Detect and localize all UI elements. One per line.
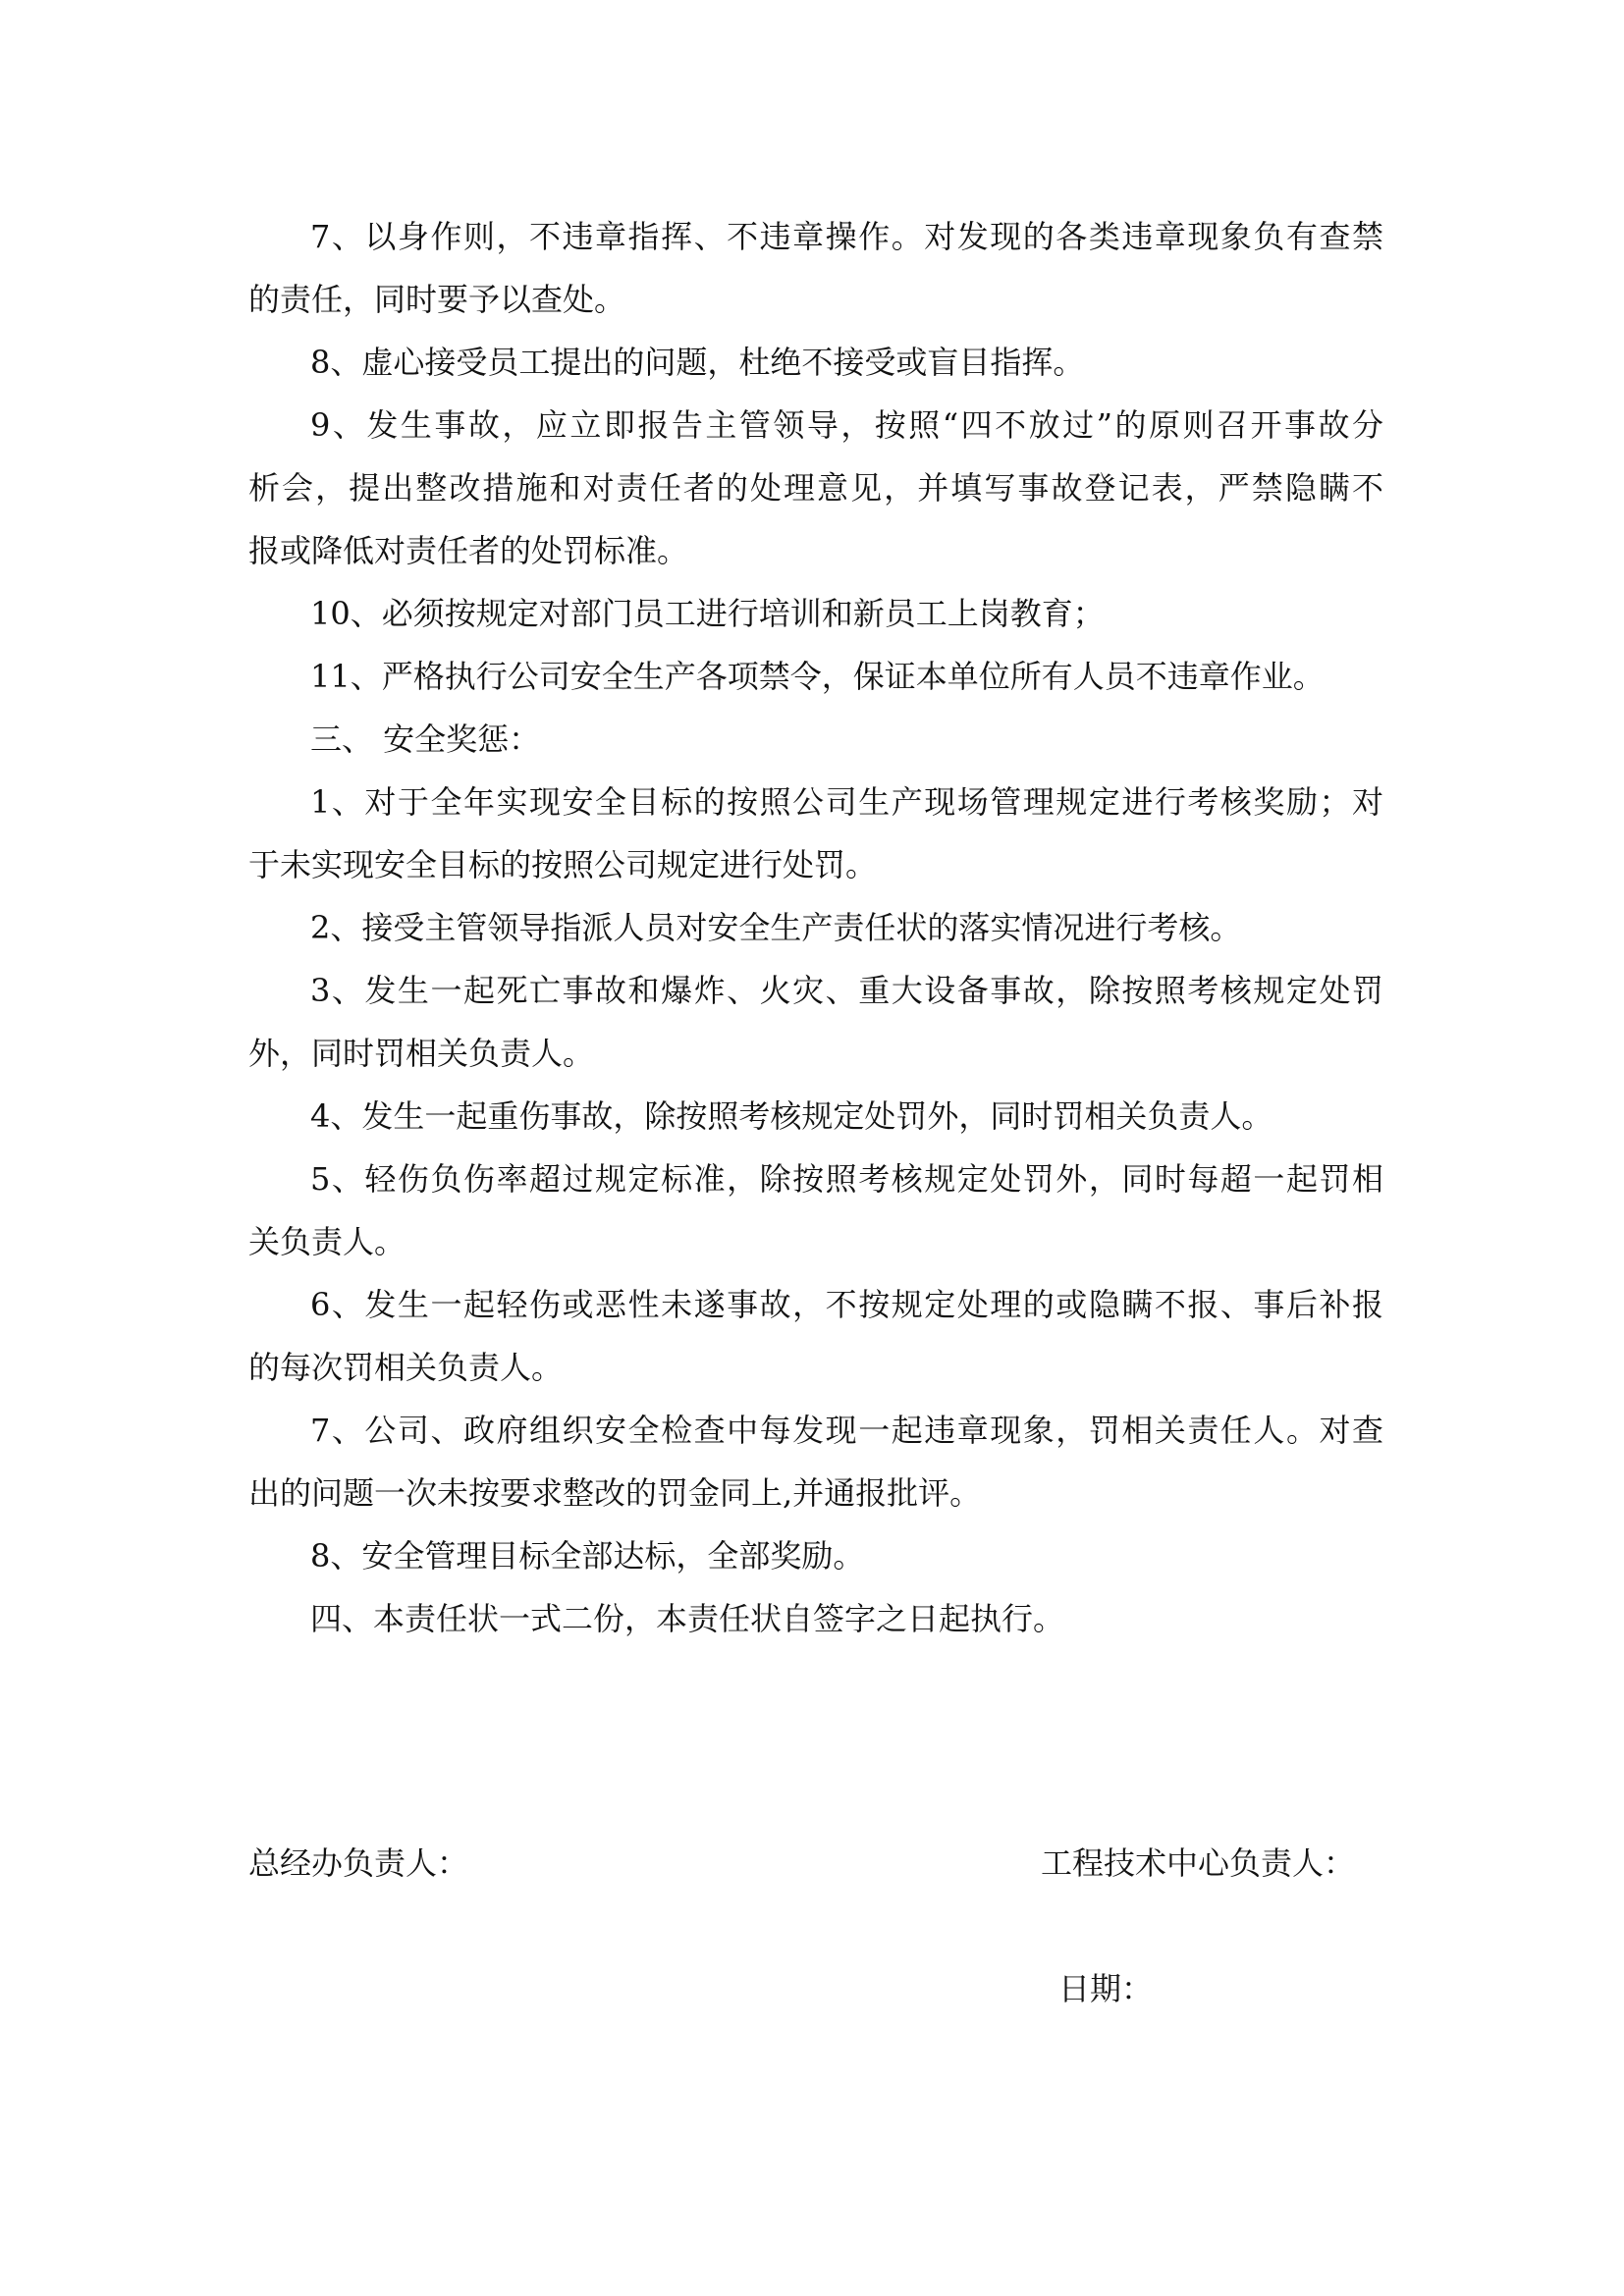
text-line: 报或降低对责任者的处罚标准。 xyxy=(248,532,689,569)
text-line: 1、对于全年实现安全目标的按照公司生产现场管理规定进行考核奖励；对 xyxy=(310,783,1383,821)
text-line: 8、虚心接受员工提出的问题，杜绝不接受或盲目指挥。 xyxy=(310,344,1085,381)
text-line: 外，同时罚相关负责人。 xyxy=(248,1035,595,1072)
text-line: 6、发生一起轻伤或恶性未遂事故，不按规定处理的或隐瞒不报、事后补报 xyxy=(310,1286,1383,1323)
signature-general-office: 总经办负责人： xyxy=(248,1844,469,1882)
text-line: 9、发生事故，应立即报告主管领导，按照“四不放过”的原则召开事故分 xyxy=(310,406,1383,444)
text-line: 2、接受主管领导指派人员对安全生产责任状的落实情况进行考核。 xyxy=(310,909,1242,946)
text-line: 10、必须按规定对部门员工进行培训和新员工上岗教育； xyxy=(310,595,1105,632)
text-line: 的责任，同时要予以查处。 xyxy=(248,281,626,318)
text-line: 出的问题一次未按要求整改的罚金同上,并通报批评。 xyxy=(248,1474,982,1512)
signature-date: 日期： xyxy=(1058,1970,1154,2007)
signature-engineering-center: 工程技术中心负责人： xyxy=(1041,1844,1356,1882)
text-line: 4、发生一起重伤事故，除按照考核规定处罚外，同时罚相关负责人。 xyxy=(310,1097,1273,1135)
text-line: 3、发生一起死亡事故和爆炸、火灾、重大设备事故，除按照考核规定处罚 xyxy=(310,972,1383,1009)
text-line: 四、本责任状一式二份，本责任状自签字之日起执行。 xyxy=(310,1600,1065,1637)
text-line: 7、以身作则，不违章指挥、不违章操作。对发现的各类违章现象负有查禁 xyxy=(310,218,1383,255)
text-line: 的每次罚相关负责人。 xyxy=(248,1349,564,1386)
text-line: 7、公司、政府组织安全检查中每发现一起违章现象，罚相关责任人。对查 xyxy=(310,1412,1383,1449)
text-line: 11、严格执行公司安全生产各项禁令，保证本单位所有人员不违章作业。 xyxy=(310,658,1325,695)
text-line: 关负责人。 xyxy=(248,1223,406,1260)
text-line: 于未实现安全目标的按照公司规定进行处罚。 xyxy=(248,846,878,883)
text-line: 析会，提出整改措施和对责任者的处理意见，并填写事故登记表，严禁隐瞒不 xyxy=(248,469,1383,507)
section-heading: 三、 安全奖惩： xyxy=(310,721,541,758)
text-line: 8、安全管理目标全部达标，全部奖励。 xyxy=(310,1537,865,1575)
text-line: 5、轻伤负伤率超过规定标准，除按照考核规定处罚外，同时每超一起罚相 xyxy=(310,1160,1383,1198)
